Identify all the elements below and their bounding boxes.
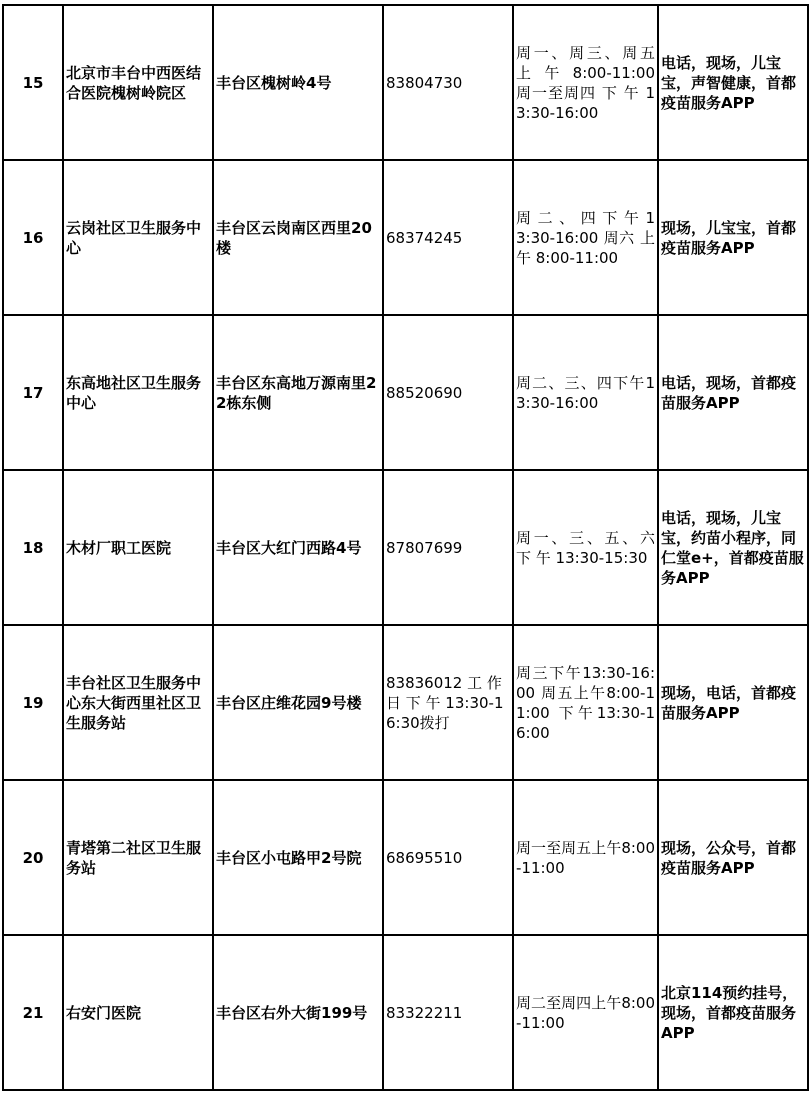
table-row — [3, 625, 808, 780]
site-name: 东高地社区卫生服务中心 — [63, 315, 213, 470]
site-phone: 83836012 工 作 日 下 午 13:30-16:30拨打 — [383, 625, 513, 780]
site-name: 北京市丰台中西医结合医院槐树岭院区 — [63, 5, 213, 160]
site-address: 丰台区东高地万源南里22栋东侧 — [213, 315, 383, 470]
service-time: 周一、周三、周五 上 午 8:00-11:00 周一至周四 下 午 13:30-16:00 — [513, 5, 658, 160]
booking-method: 电话，现场，首都疫苗服务APP — [658, 315, 808, 470]
site-phone: 83322211 — [383, 935, 513, 1090]
row-number: 18 — [3, 470, 63, 625]
site-address: 丰台区小屯路甲2号院 — [213, 780, 383, 935]
row-number: 15 — [3, 5, 63, 160]
site-address: 丰台区庄维花园9号楼 — [213, 625, 383, 780]
service-time: 周二至周四上午8:00-11:00 — [513, 935, 658, 1090]
booking-method: 现场，公众号，首都疫苗服务APP — [658, 780, 808, 935]
vaccination-sites-table — [2, 4, 809, 1091]
row-number: 21 — [3, 935, 63, 1090]
site-phone: 83804730 — [383, 5, 513, 160]
site-address: 丰台区槐树岭4号 — [213, 5, 383, 160]
service-time: 周 二 、 四 下 午 13:30-16:00 周六 上 午 8:00-11:00 — [513, 160, 658, 315]
site-name: 木材厂职工医院 — [63, 470, 213, 625]
row-number: 20 — [3, 780, 63, 935]
table-row — [3, 315, 808, 470]
booking-method: 现场，儿宝宝，首都疫苗服务APP — [658, 160, 808, 315]
site-phone: 68374245 — [383, 160, 513, 315]
booking-method: 电话，现场，儿宝宝，约苗小程序，同仁堂e+，首都疫苗服务APP — [658, 470, 808, 625]
site-phone: 87807699 — [383, 470, 513, 625]
service-time: 周三下午13:30-16:00 周五上午8:00-11:00 下午13:30-16:00 — [513, 625, 658, 780]
site-name: 右安门医院 — [63, 935, 213, 1090]
table-row — [3, 935, 808, 1090]
site-name: 云岗社区卫生服务中心 — [63, 160, 213, 315]
service-time: 周二、三、四下午13:30-16:00 — [513, 315, 658, 470]
site-name: 青塔第二社区卫生服务站 — [63, 780, 213, 935]
site-address: 丰台区云岗南区西里20楼 — [213, 160, 383, 315]
row-number: 16 — [3, 160, 63, 315]
row-number: 19 — [3, 625, 63, 780]
booking-method: 现场，电话，首都疫苗服务APP — [658, 625, 808, 780]
table-row — [3, 160, 808, 315]
table-row — [3, 5, 808, 160]
site-phone: 68695510 — [383, 780, 513, 935]
site-address: 丰台区右外大街199号 — [213, 935, 383, 1090]
service-time: 周一、三、五、六 下 午 13:30-15:30 — [513, 470, 658, 625]
table-row — [3, 780, 808, 935]
service-time: 周一至周五上午8:00-11:00 — [513, 780, 658, 935]
booking-method: 电话，现场，儿宝宝，声智健康，首都疫苗服务APP — [658, 5, 808, 160]
row-number: 17 — [3, 315, 63, 470]
site-name: 丰台社区卫生服务中心东大街西里社区卫生服务站 — [63, 625, 213, 780]
site-address: 丰台区大红门西路4号 — [213, 470, 383, 625]
table-row — [3, 470, 808, 625]
site-phone: 88520690 — [383, 315, 513, 470]
booking-method: 北京114预约挂号，现场，首都疫苗服务APP — [658, 935, 808, 1090]
